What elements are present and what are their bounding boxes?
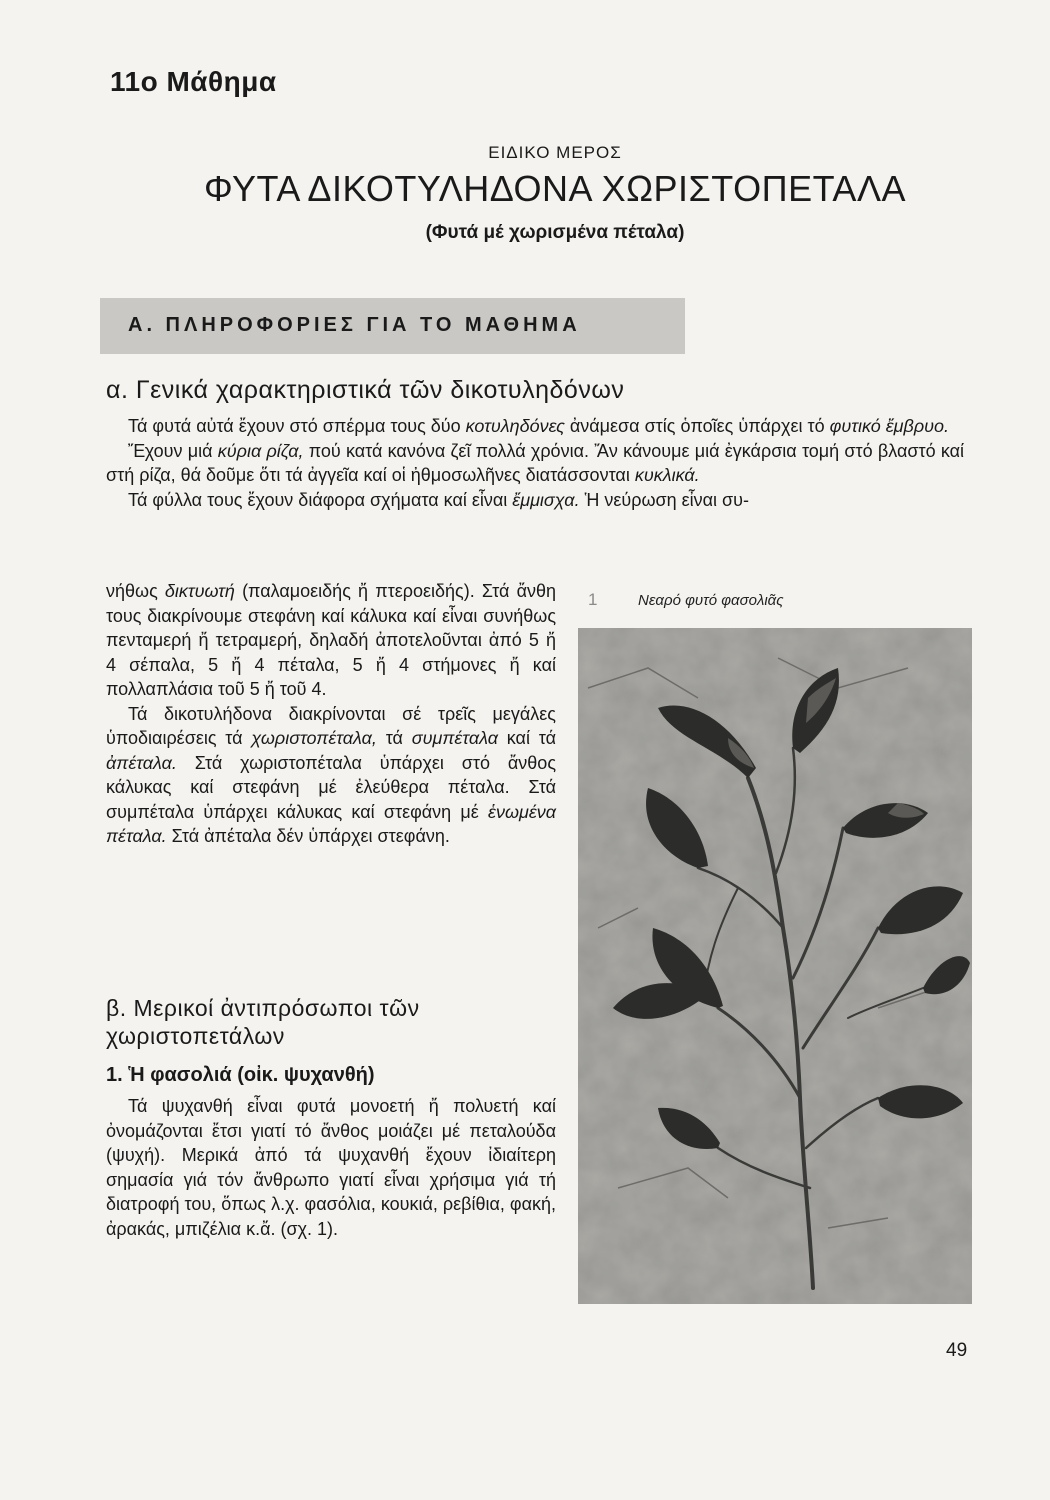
- paragraph-3-cont: νήθως δικτυωτή (παλαμοειδής ἤ πτεροειδής). Στά ἄνθη τους διακρίνουμε στεφάνη καί κάλυκα καί εἶναι συνήθως πενταμερή ἤ τετραμερή, δηλαδή ἀποτελοῦνται ἀπό 5 ἤ 4 σέπαλα, 5 ἤ 4 πέταλα, 5 ἤ 4 στήμονες ἤ καί πολλαπλάσια τοῦ 5 ἤ τοῦ 4.: [106, 581, 556, 699]
- main-title: ΦΥΤΑ ΔΙΚΟΤΥΛΗΔΟΝΑ ΧΩΡΙΣΤΟΠΕΤΑΛΑ: [203, 168, 906, 209]
- subtitle: (Φυτά μέ χωρισμένα πέταλα): [425, 222, 685, 243]
- full-width-text: [106, 414, 964, 512]
- bean-text: [106, 1094, 556, 1241]
- heading-bean: 1. Ἡ φασολιά (οἰκ. ψυχανθή): [106, 1064, 375, 1086]
- heading-beta: β. Μερικοί ἀντιπρόσωποι τῶν χωριστοπετάλων: [106, 995, 420, 1049]
- paragraph-1: Τά φυτά αὐτά ἔχουν στό σπέρμα τους δύο κοτυληδόνες ἀνάμεσα στίς ὁποῖες ὑπάρχει τό φυτικό ἔμβρυο.: [128, 416, 950, 436]
- paragraph-5: Τά ψυχανθή εἶναι φυτά μονοετή ἤ πολυετή καί ὀνομάζονται ἔτσι γιατί τό ἄνθος μοιάζει μέ πεταλούδα (ψυχή). Μερικά ἀπό τά ψυχανθή ἔχουν ἰδιαίτερη σημασία γιά τόν ἄνθρωπο γιατί εἶναι χρήσιμα γιά τή διατροφή του, ὅπως λ.χ. φασόλια, κουκιά, ρεβίθια, φακή, ἀρακάς, μπιζέλια κ.ἄ. (σχ. 1).: [106, 1096, 556, 1239]
- section-a-title: Α. ΠΛΗΡΟΦΟΡΙΕΣ ΓΙΑ ΤΟ ΜΑΘΗΜΑ: [128, 314, 581, 336]
- left-column-text: [106, 579, 556, 849]
- heading-alpha: α. Γενικά χαρακτηριστικά τῶν δικοτυληδόνων: [106, 376, 625, 404]
- paragraph-3-start: Τά φύλλα τους ἔχουν διάφορα σχήματα καί εἶναι ἔμμισχα. Ἡ νεύρωση εἶναι συ-: [128, 489, 749, 510]
- lesson-title: 11ο Μάθημα: [110, 66, 277, 97]
- bean-seedling-photo: [578, 628, 972, 1304]
- figure-number: 1: [588, 590, 598, 609]
- section-kicker: ΕΙΔΙΚΟ ΜΕΡΟΣ: [488, 143, 622, 162]
- paragraph-2: Ἔχουν μιά κύρια ρίζα, πού κατά κανόνα ζεῖ πολλά χρόνια. Ἄν κάνουμε μιά ἐγκάρσια τομή στό βλαστό καί στή ρίζα, θά δοῦμε ὅτι τά ἀγγεῖα καί οἱ ἠθμοσωλῆνες διατάσσονται κυκλικά.: [106, 440, 965, 485]
- page-number: 49: [946, 1340, 968, 1361]
- paragraph-4: Τά δικοτυλήδονα διακρίνονται σέ τρεῖς μεγάλες ὑποδιαιρέσεις τά χωριστοπέταλα, τά συμπέταλα καί τά ἀπέταλα. Στά χωριστοπέταλα ὑπάρχει στό ἄνθος κάλυκας καί στεφάνη μέ ἐλεύθερα πέταλα. Στά συμπέταλα ὑπάρχει κάλυκας καί στεφάνη μέ ἑνωμένα πέταλα. Στά ἀπέταλα δέν ὑπάρχει στεφάνη.: [106, 703, 557, 846]
- figure-caption: Νεαρό φυτό φασολιᾶς: [638, 592, 784, 609]
